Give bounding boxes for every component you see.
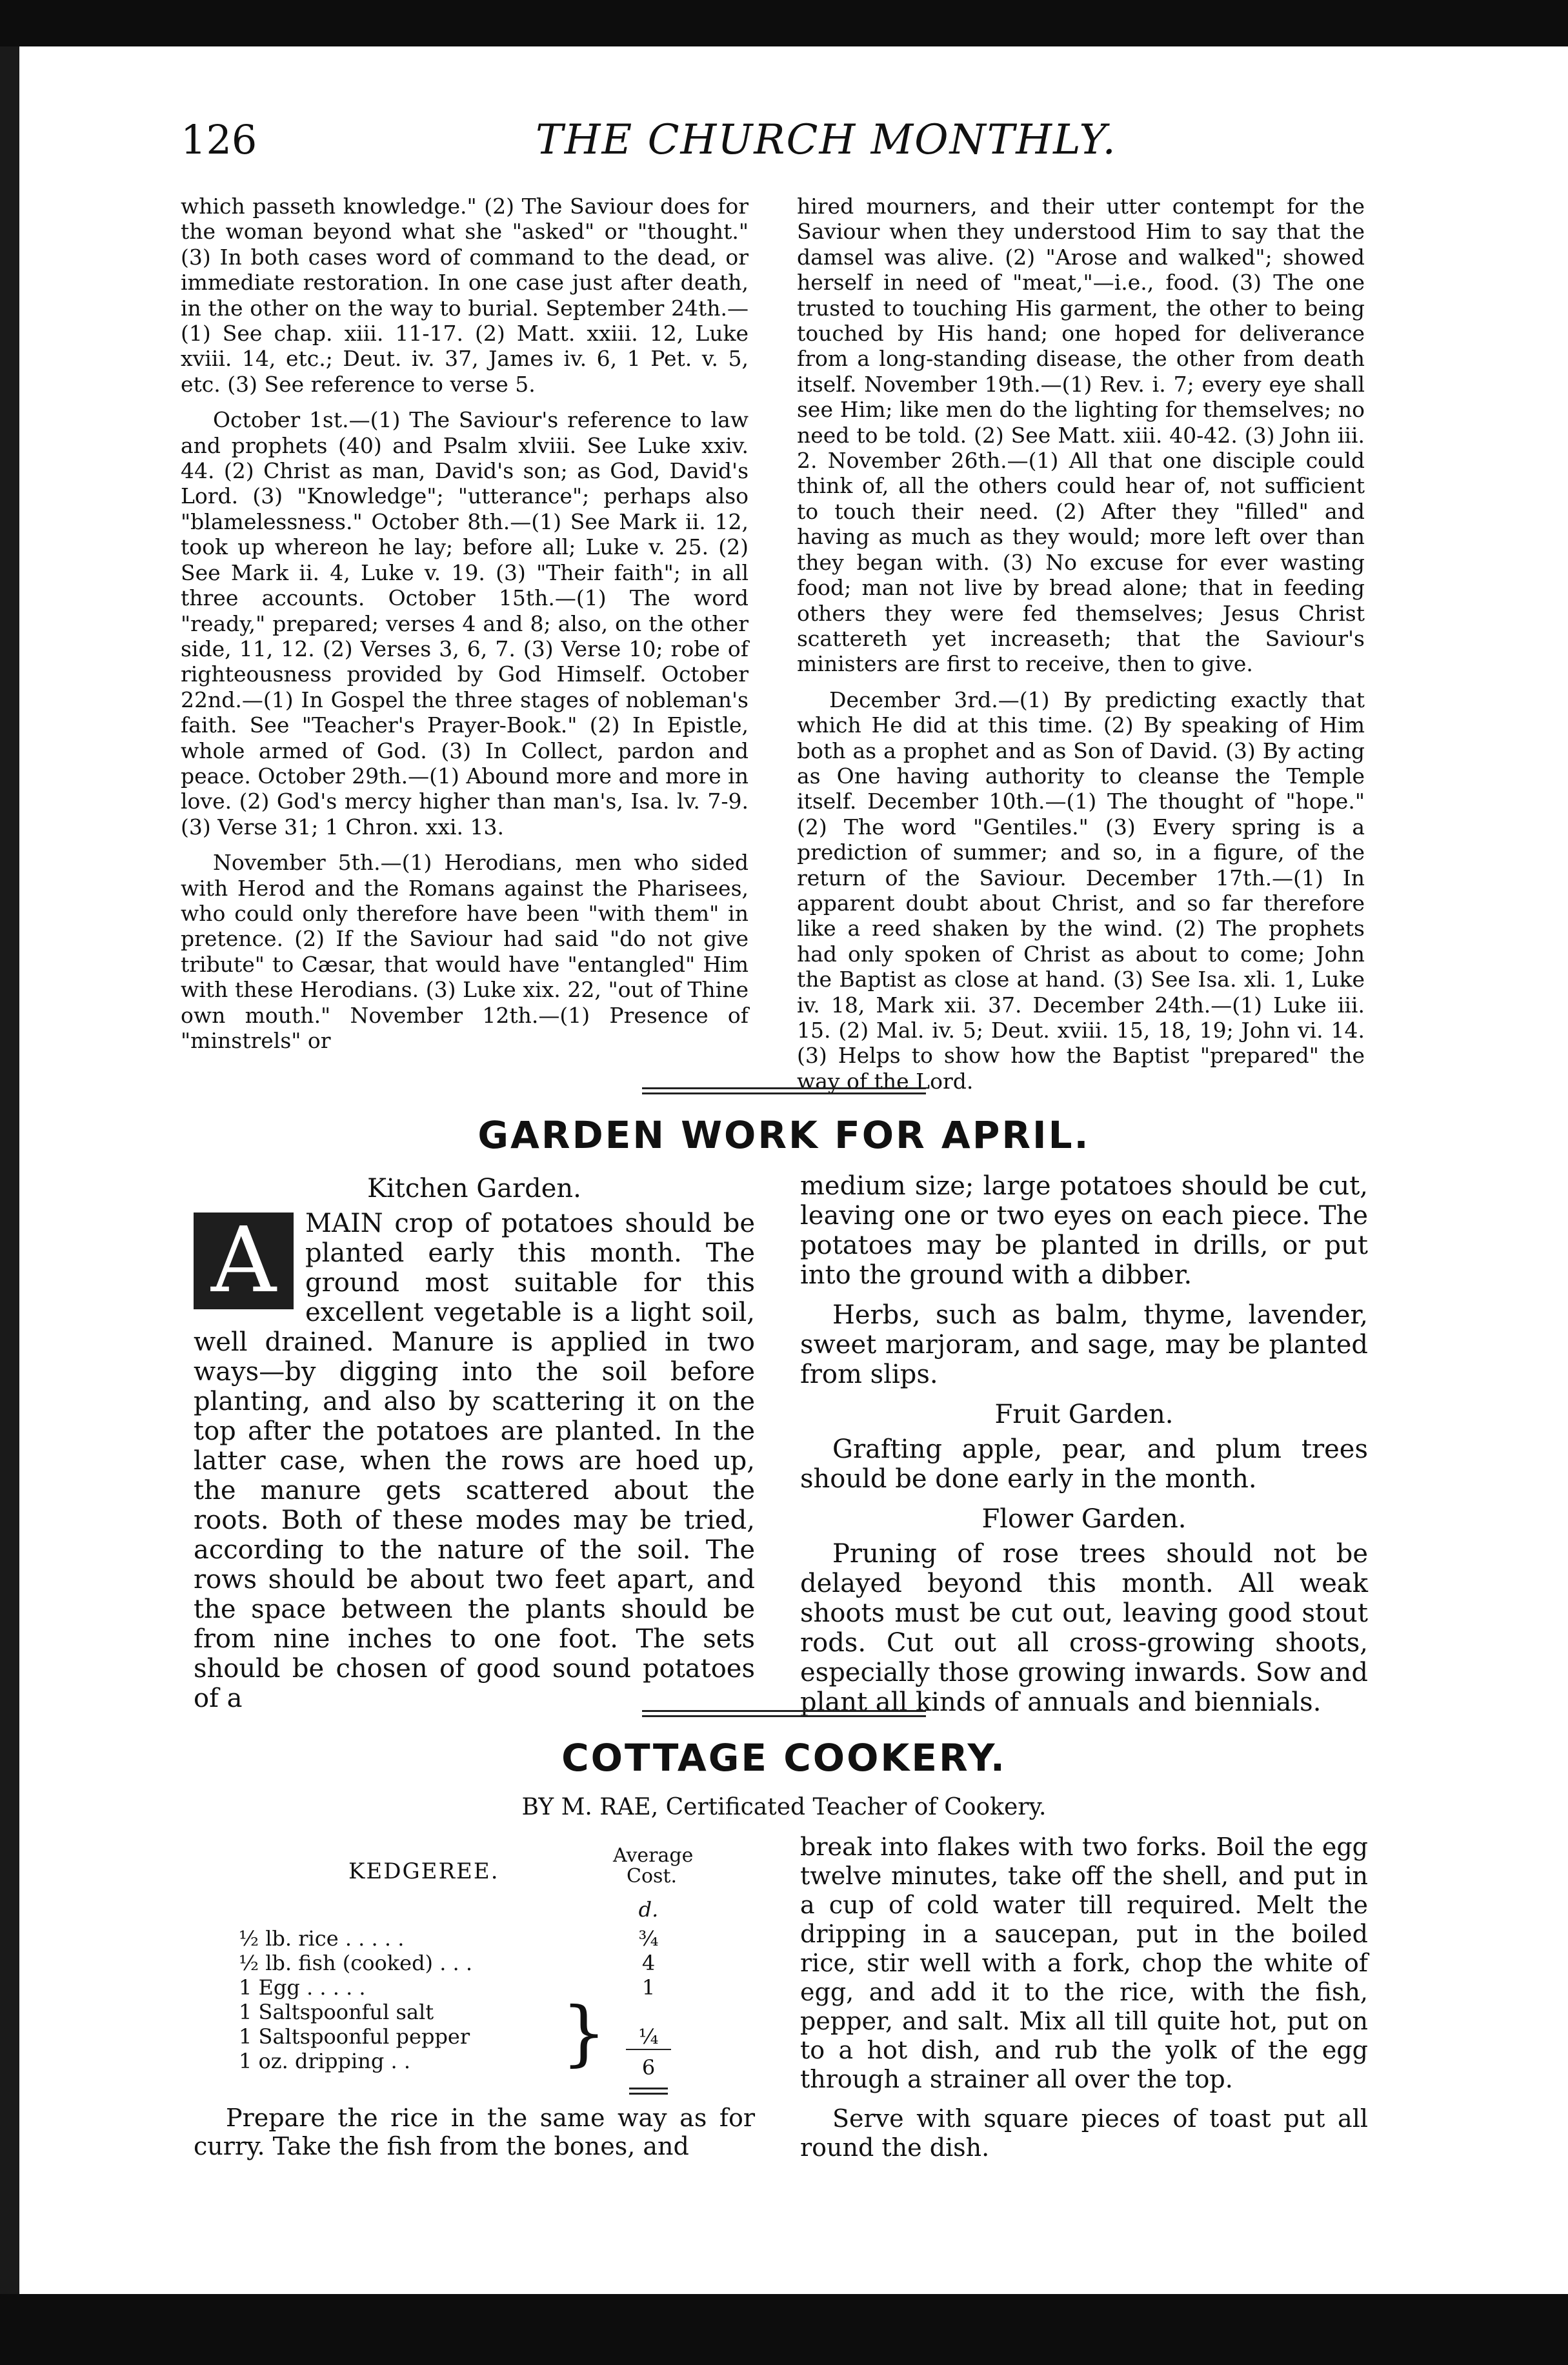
ingredient: 1 Saltspoonful pepper xyxy=(239,2024,470,2049)
section-rule xyxy=(642,1092,926,1094)
garden-right-column xyxy=(800,1171,1368,1727)
notes-left-column xyxy=(181,194,749,1063)
serving-text: Serve with square pieces of toast put all round the dish. xyxy=(800,2104,1368,2162)
cost-unit: d. xyxy=(638,1897,659,1922)
ingredient: 1 Egg . . . . . xyxy=(239,1975,366,2000)
scan-bottom-border xyxy=(0,2294,1568,2365)
page-header xyxy=(181,116,1394,174)
ingredient: 1 Saltspoonful salt xyxy=(239,2000,434,2024)
page-number: 126 xyxy=(181,116,257,163)
drop-cap: A xyxy=(194,1213,294,1309)
fruit-garden-heading: Fruit Garden. xyxy=(994,1400,1174,1429)
cookery-left-method xyxy=(194,2104,755,2171)
double-rule xyxy=(629,2088,668,2095)
note-paragraph: October 1st.—(1) The Saviour's reference to law and prophets (40) and Psalm xlviii. See Luke xxiv. 44. (2) Christ as man, David's son; as God, David's Lord. (3) "Knowledge"; "utterance"; perhaps also "blamelessness." October 8th.—(1) See Mark ii. 12, took up whereon he lay; before all; Luke v. 25. (2) See Mark ii. 4, Luke v. 19. (3) "Their faith"; in all three accounts. October 15th.—(1) The word "ready," prepared; verses 4 and 8; also, on the other side, 11, 12. (2) Verses 3, 6, 7. (3) Verse 10; robe of righteousness provided by God Himself. October 22nd.—(1) In Gospel the three stages of nobleman's faith. See "Teacher's Prayer-Book." (2) In Epistle, whole armed of God. (3) In Collect, pardon and peace. October 29th.—(1) Abound more and more in love. (2) God's mercy higher than man's, Isa. lv. 7-9. (3) Verse 31; 1 Chron. xxi. 13. xyxy=(181,407,749,840)
ingredient-cost: ¾ xyxy=(638,1926,659,1951)
method-text: Prepare the rice in the same way as for curry. Take the fish from the bones, and xyxy=(194,2104,755,2160)
ingredient-cost: 1 xyxy=(641,1975,656,2000)
fruit-garden-text: Grafting apple, pear, and plum trees should be done early in the month. xyxy=(800,1434,1368,1494)
garden-title: GARDEN WORK FOR APRIL. xyxy=(477,1113,1091,1157)
ingredient: ½ lb. rice . . . . . xyxy=(239,1926,405,1951)
ingredient: ½ lb. fish (cooked) . . . xyxy=(239,1951,473,1975)
method-text: break into flakes with two forks. Boil the egg twelve minutes, take off the shell, and put in a cup of cold water till required. Melt the dripping in a saucepan, put in the boiled rice, stir well with a fork, chop the white of egg, and add it to the rice, with the fish, pepper, and salt. Mix all till quite hot, put on to a hot dish, and rub the yolk of the egg through a strainer all over the top. xyxy=(800,1833,1368,2093)
note-paragraph: hired mourners, and their utter contempt for the Saviour when they understood Him to say that the damsel was alive. (2) "Arose and walked"; showed herself in need of "meat,"—i.e., food. (3) The one trusted to touching His garment, the other to being touched by His hand; one hoped for deliverance from a long-standing disease, the other from death itself. November 19th.—(1) Rev. i. 7; every eye shall see Him; like men do the lighting for themselves; no need to be told. (2) See Matt. xiii. 40-42. (3) John iii. 2. November 26th.—(1) All that one disciple could think of, all the others could hear of, not sufficient to touch their need. (2) After they "filled" and having as much as they would; more left over than they began with. (3) No excuse for ever wasting food; man not live by bread alone; that in feeding others they were fed themselves; Jesus Christ scattereth yet increaseth; that the Saviour's ministers are first to receive, then to give. xyxy=(797,194,1365,677)
running-title: THE CHURCH MONTHLY. xyxy=(536,116,1117,164)
herbs-text: Herbs, such as balm, thyme, lavender, sweet marjoram, and sage, may be planted from slips. xyxy=(800,1300,1368,1389)
total-rule xyxy=(626,2049,671,2050)
garden-left-column xyxy=(194,1171,755,1724)
cookery-title: COTTAGE COOKERY. xyxy=(561,1736,1007,1780)
cookery-byline: BY M. RAE, Certificated Teacher of Cookery. xyxy=(521,1794,1047,1820)
kitchen-garden-continued: medium size; large potatoes should be cut, leaving one or two eyes on each piece. The potatoes may be planted in drills, or put into the ground with a dibber. xyxy=(800,1171,1368,1290)
ingredient: 1 oz. dripping . . xyxy=(239,2049,410,2073)
section-rule xyxy=(642,1715,926,1717)
cookery-right-method xyxy=(800,1833,1368,2173)
flower-garden-text: Pruning of rose trees should not be delayed beyond this month. All weak shoots must be cut out, leaving good stout rods. Cut out all cross-growing shoots, especially those growing inwards. Sow and plant all kinds of annuals and biennials. xyxy=(800,1539,1368,1717)
kitchen-garden-heading: Kitchen Garden. xyxy=(367,1174,581,1203)
cost-header: Average Cost. xyxy=(613,1844,694,1887)
recipe-title: KEDGEREE. xyxy=(348,1858,499,1884)
scan-left-border xyxy=(0,46,19,2331)
note-paragraph: which passeth knowledge." (2) The Saviour does for the woman beyond what she "asked" or "thought." (3) In both cases word of command to the dead, or immediate restoration. In one case just after death, in the other on the way to burial. September 24th.—(1) See chap. xiii. 11-17. (2) Matt. xxiii. 12, Luke xviii. 14, etc.; Deut. iv. 37, James iv. 6, 1 Pet. v. 5, etc. (3) See reference to verse 5. xyxy=(181,194,749,397)
notes-right-column xyxy=(797,194,1365,1104)
section-rule xyxy=(642,1710,926,1712)
flower-garden-heading: Flower Garden. xyxy=(981,1504,1187,1534)
ingredient-cost: 4 xyxy=(641,1951,656,1975)
note-paragraph: December 3rd.—(1) By predicting exactly that which He did at this time. (2) By speaking of Him both as a prophet and as Son of David. (3) By acting as One having authority to cleanse the Temple itself. December 10th.—(1) The thought of "hope." (2) The word "Gentiles." (3) Every spring is a prediction of summer; and so, in a figure, of the return of the Saviour. December 17th.—(1) In apparent doubt about Christ, and so far therefore like a reed shaken by the wind. (2) The prophets had only spoken of Christ as about to come; John the Baptist as close at hand. (3) See Isa. xli. 1, Luke iv. 18, Mark xii. 37. December 24th.—(1) Luke iii. 15. (2) Mal. iv. 5; Deut. xviii. 15, 18, 19; John vi. 14. (3) Helps to show how the Baptist "prepared" the way of the Lord. xyxy=(797,687,1365,1094)
total-cost: 6 xyxy=(641,2055,656,2080)
brace: } xyxy=(561,1991,607,2074)
section-rule xyxy=(642,1087,926,1089)
note-paragraph: November 5th.—(1) Herodians, men who sided with Herod and the Romans against the Pharisees, who could only therefore have been "with them" in pretence. (2) If the Saviour had said "do not give tribute" to Cæsar, that would have "entangled" Him with these Herodians. (3) Luke xix. 22, "out of Thine own mouth." November 12th.—(1) Presence of "minstrels" or xyxy=(181,850,749,1053)
scan-top-border xyxy=(0,0,1568,46)
ingredient-cost: ¼ xyxy=(638,2024,659,2049)
kitchen-garden-text: MAIN crop of potatoes should be planted early this month. The ground most suitable for this excellent vegetable is a light soil, well drained. Manure is applied in two ways—by digging into the soil before planting, and also by scattering it on the top after the potatoes are planted. In the latter case, when the rows are hoed up, the manure gets scattered about the roots. Both of these modes may be tried, according to the nature of the soil. The rows should be about two feet apart, and the space between the plants should be from nine inches to one foot. The sets should be chosen of good sound potatoes of a xyxy=(194,1209,755,1713)
